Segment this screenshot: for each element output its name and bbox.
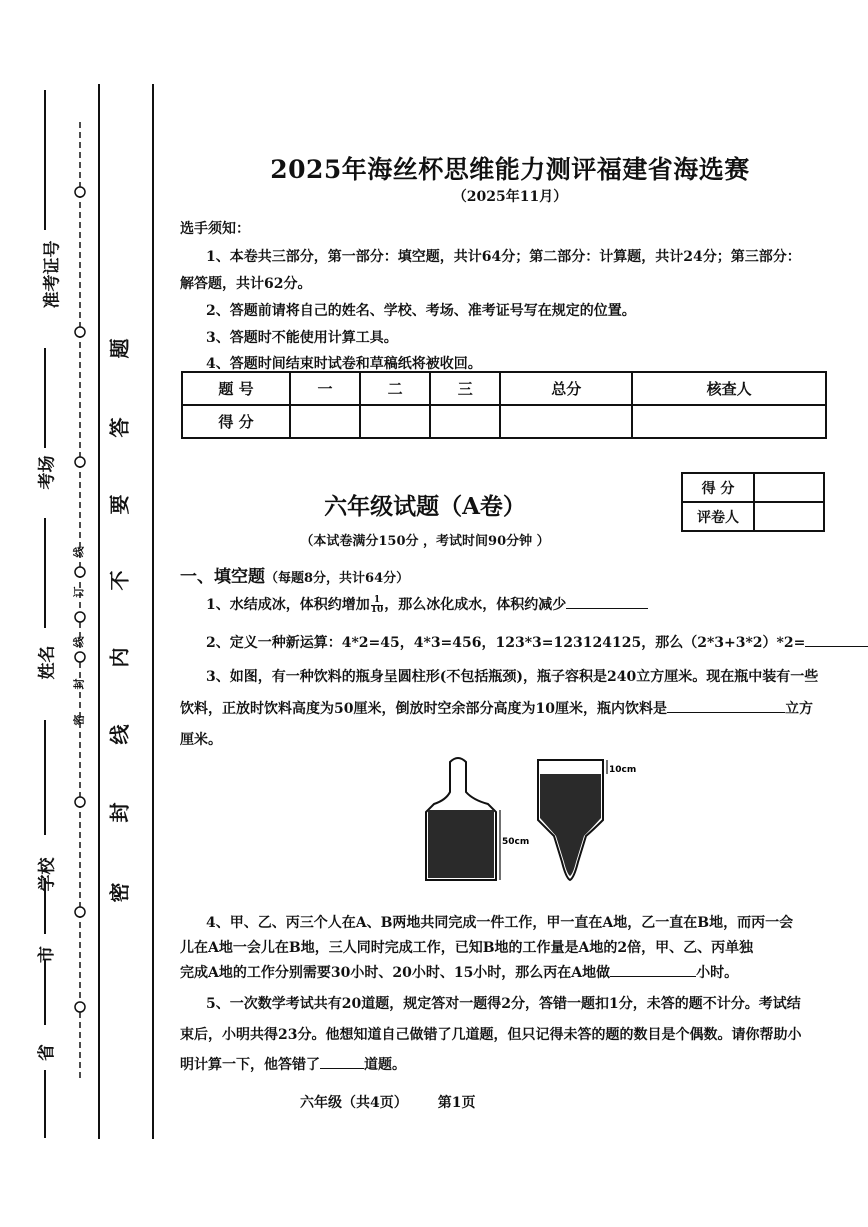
footer-grade: 六年级（共4页） xyxy=(300,1095,408,1111)
question-3-line1: 3、如图，有一种饮料的瓶身呈圆柱形(不包括瓶颈)，瓶子容积是240立方厘米。现在瓶中装有一些 xyxy=(206,669,819,685)
q5-text-b: 道题。 xyxy=(364,1057,406,1073)
q2-text: 2、定义一种新运算：4*2=45，4*3=456，123*3=123124125，那么（2*3+3*2）*2= xyxy=(206,635,806,651)
cut-circle xyxy=(75,567,85,577)
footer-page: 第1页 xyxy=(437,1095,476,1111)
score-table xyxy=(181,371,827,439)
score-col-checker: 核查人 xyxy=(632,372,826,405)
q5-text-a: 明计算一下，他答错了 xyxy=(180,1057,320,1073)
question-4-line1: 4、甲、乙、丙三个人在A、B两地共同完成一件工作，甲一直在A地，乙一直在B地，而丙一会 xyxy=(206,915,794,931)
score-table-score-row xyxy=(182,405,826,438)
field-line-exam-id xyxy=(44,90,46,230)
seal-char-da: 答 xyxy=(107,417,132,438)
q1-answer-blank[interactable] xyxy=(566,594,648,609)
grader-score-label: 得 分 xyxy=(682,473,754,502)
cut-circle xyxy=(75,1002,85,1012)
field-label-province: 省 xyxy=(37,1044,57,1061)
q5-answer-blank[interactable] xyxy=(320,1054,364,1069)
q1-text-a: 1、水结成冰，体积约增加 xyxy=(206,597,370,613)
score-col-part1: 一 xyxy=(290,372,360,405)
score-cell xyxy=(500,405,632,438)
score-cell xyxy=(632,405,826,438)
cut-mark-line: 线 xyxy=(72,636,86,648)
q1-numerator: 1 xyxy=(371,596,384,606)
field-label-name: 姓名 xyxy=(37,645,58,680)
cut-circle xyxy=(75,327,85,337)
field-line-province xyxy=(44,960,46,1025)
seal-char-mi: 密 xyxy=(107,882,132,903)
grade-exam-title: 六年级试题（A卷） xyxy=(324,493,526,520)
grader-box xyxy=(681,472,825,532)
bottle-figure xyxy=(418,752,648,887)
cut-mark-bind: 订 xyxy=(72,586,86,598)
score-col-label: 题 号 xyxy=(182,372,290,405)
question-5-line1: 5、一次数学考试共有20道题，规定答对一题得2分，答错一题扣1分，未答的题不计分。考试结 xyxy=(206,996,801,1012)
seal-char-bu: 不 xyxy=(107,570,132,591)
score-table-header-row xyxy=(182,372,826,405)
question-3-line2 xyxy=(180,698,813,718)
q4-text-a: 完成A地的工作分别需要30小时、20小时、15小时，那么丙在A地做 xyxy=(180,965,611,981)
q3-answer-blank[interactable] xyxy=(667,698,785,713)
exam-date: （2025年11月） xyxy=(452,189,568,205)
cut-line xyxy=(73,122,87,1082)
score-col-total: 总分 xyxy=(500,372,632,405)
seal-char-feng: 封 xyxy=(107,802,132,823)
field-line-room xyxy=(44,348,46,448)
question-5-line2: 束后，小明共得23分。他想知道自己做错了几道题，但只记得未答的题的数目是个偶数。请你帮助小 xyxy=(180,1027,802,1043)
instruction-1b: 解答题，共计62分。 xyxy=(180,276,312,292)
seal-char-nei: 内 xyxy=(107,647,132,668)
score-cell xyxy=(430,405,500,438)
cut-circle xyxy=(75,907,85,917)
bottle-upright-liquid xyxy=(428,810,494,878)
question-4-line3 xyxy=(180,962,738,982)
section-heading-title: 一、填空题 xyxy=(180,567,265,587)
cut-mark-seal: 密 xyxy=(72,714,86,726)
page-footer xyxy=(300,1092,476,1112)
field-label-exam-id: 准考证号 xyxy=(42,240,63,309)
grader-name-row xyxy=(682,502,824,531)
instruction-4: 4、答题时间结束时试卷和草稿纸将被收回。 xyxy=(206,356,482,372)
exam-title: 2025年海丝杯思维能力测评福建省海选赛 xyxy=(270,155,750,184)
seal-char-yao: 要 xyxy=(107,494,132,515)
binding-line-outer xyxy=(98,84,100,1139)
cut-line-svg xyxy=(73,122,87,1082)
question-4-line2: 儿在A地一会儿在B地，三人同时完成工作，已知B地的工作量是A地的2倍，甲、乙、丙单独 xyxy=(180,940,754,956)
instruction-1a: 1、本卷共三部分，第一部分：填空题，共计64分；第二部分：计算题，共计24分；第三部分： xyxy=(206,249,801,265)
field-label-city: 市 xyxy=(37,946,57,963)
cut-mark-line2: 线 xyxy=(72,546,86,558)
field-line-name xyxy=(44,518,46,628)
instruction-2: 2、答题前请将自己的姓名、学校、考场、准考证号写在规定的位置。 xyxy=(206,303,636,319)
grader-score-cell xyxy=(754,473,824,502)
score-cell xyxy=(290,405,360,438)
instructions-heading: 选手须知： xyxy=(180,221,250,237)
seal-char-xian: 线 xyxy=(107,724,132,745)
field-line-bottom xyxy=(44,1070,46,1138)
q3-text-a: 饮料，正放时饮料高度为50厘米，倒放时空余部分高度为10厘米，瓶内饮料是 xyxy=(180,701,667,717)
field-label-school: 学校 xyxy=(37,857,58,892)
section-heading-note: （每题8分，共计64分） xyxy=(265,571,410,586)
score-cell xyxy=(360,405,430,438)
instruction-3: 3、答题时不能使用计算工具。 xyxy=(206,330,398,346)
section-heading xyxy=(180,562,409,587)
cut-circle xyxy=(75,457,85,467)
grader-name-cell xyxy=(754,502,824,531)
cut-circle xyxy=(75,652,85,662)
bottle-inverted-liquid xyxy=(540,774,601,876)
q1-denominator: 10 xyxy=(370,604,384,615)
score-col-part2: 二 xyxy=(360,372,430,405)
binding-line-inner xyxy=(152,84,154,1139)
score-col-part3: 三 xyxy=(430,372,500,405)
grade-exam-subtitle: （本试卷满分150分 ，考试时间90分钟 ） xyxy=(300,534,550,549)
field-line-school xyxy=(44,720,46,835)
cut-circle xyxy=(75,612,85,622)
question-5-line3 xyxy=(180,1054,406,1074)
dim-50-label: 50cm xyxy=(502,837,530,847)
cut-mark-seal2: 封 xyxy=(72,678,86,690)
score-row-label: 得 分 xyxy=(182,405,290,438)
q3-text-b: 立方 xyxy=(784,701,813,717)
grader-score-row xyxy=(682,473,824,502)
dim-10-label: 10cm xyxy=(609,765,637,775)
q1-fraction xyxy=(371,596,384,615)
cut-circle xyxy=(75,797,85,807)
field-label-room: 考场 xyxy=(37,455,58,490)
q1-text-b: ，那么冰化成水，体积约减少 xyxy=(384,597,567,613)
question-1 xyxy=(206,594,648,615)
grader-name-label: 评卷人 xyxy=(682,502,754,531)
question-3-line3: 厘米。 xyxy=(180,732,222,748)
seal-char-ti: 题 xyxy=(107,338,132,359)
q4-text-b: 小时。 xyxy=(696,965,739,981)
q2-answer-blank[interactable] xyxy=(805,632,868,647)
cut-circle xyxy=(75,187,85,197)
q4-answer-blank[interactable] xyxy=(610,962,696,977)
question-2 xyxy=(206,632,868,652)
